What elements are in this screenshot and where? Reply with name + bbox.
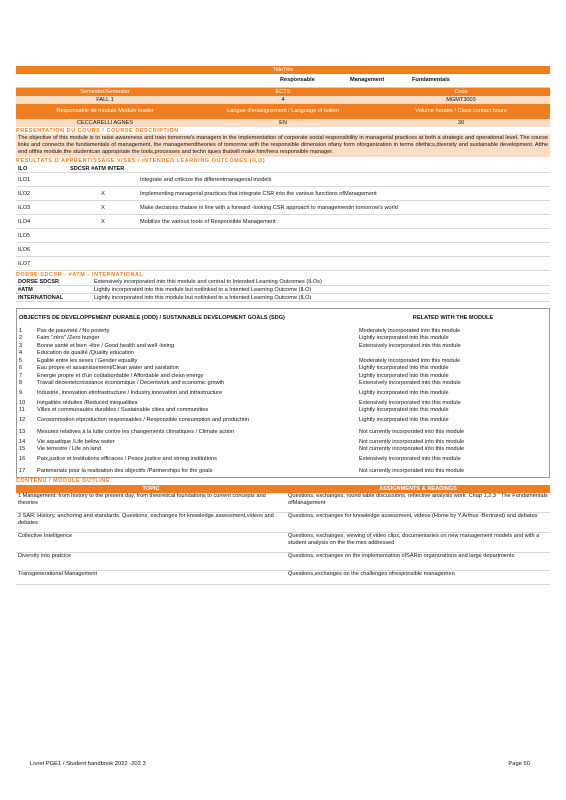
sdg-relation: Lightly incorporated into this module: [359, 407, 449, 414]
ilo-table: [16, 173, 550, 271]
ilo-id: ILO4: [18, 218, 31, 225]
ilo-id: ILO2: [18, 190, 31, 197]
presentation-text: The objective of this module is to raise awareness and train tomorrow's managers in the implementation of corporate social responsibility in managerial practices at both a strategic and operational level. The course links and connects the fundamentals of management, the managementtheories of tomorrow with the responsible dimension ofany form oforganization in terms ofethics,diversity and sustainable development. Atthe end ofthis module,the studentcan appropriate the tools,processes and techn iques thatwill make him/hera responsible manager.: [18, 135, 548, 156]
sdg-heading-left: OBJECTIFS DE DEVELOPPEMENT DURABLE (ODD) / SUSTAINABLE DEVELOPMENT GOALS (SDG): [19, 315, 285, 322]
title-bar-text: TitleTitle: [272, 67, 294, 73]
sdg-rows: [17, 327, 549, 477]
ilo-text: [138, 243, 550, 256]
dorse-row: [16, 286, 550, 294]
sdg-number: 10: [19, 399, 26, 406]
content-assignment: Questions, exchanges on the implementation ofSARin organizations and large departments: [288, 552, 515, 559]
sdg-relation: Moderately incorporated into this module: [359, 327, 461, 334]
dorse-row: [16, 278, 550, 286]
ilo-id: ILO7: [18, 260, 31, 267]
content-row: [16, 513, 550, 533]
sdg-label: Vie aquatique /Life below water: [37, 438, 115, 445]
presentation-heading: PRESENTATION DU COURS / COURSE DESCRIPTION: [16, 128, 179, 134]
ilo-row: [16, 173, 550, 187]
volume-value: 30: [457, 120, 465, 126]
sdg-row: [17, 342, 549, 350]
volume-label: Volume horaire / Class contact hours: [415, 108, 507, 115]
dorse-name: INTERNATIONAL: [18, 295, 64, 302]
content-assignment: Questions, exchanges, round table discussions, reflective analysis work. Chap 1,2,3 " The Fundamentals ofManagement: [288, 492, 548, 506]
content-col-assign: ASSIGNMENTS & READINGS: [379, 485, 457, 492]
sdg-number: 8: [19, 380, 23, 387]
sdg-label: Villes et communautés durables / Sustainable cities and communities: [37, 407, 209, 414]
sdg-label: Eau propre et assainissement/Clean water and sanitation: [37, 365, 179, 372]
sdg-row: [17, 357, 549, 365]
content-heading: CONTENU / MODULE OUTLINE: [16, 478, 111, 485]
content-topic: 1 Management: from history to the present day, from theoretical foundations to current concepts and theories: [18, 492, 266, 506]
sdg-label: Bonne santé et bien -être / Good health and well -being: [37, 342, 175, 349]
sdg-relation: Not currently incorporated into this module: [359, 468, 465, 475]
ilo-mark: X: [101, 204, 105, 211]
content-table: [16, 493, 550, 585]
course-sheet: [16, 66, 550, 585]
sdg-row: [17, 335, 549, 343]
ilo-mark: [68, 173, 138, 186]
ilo-row: [16, 243, 550, 257]
sdg-relation: Lightly incorporated into this module: [359, 372, 449, 379]
leader-label: Responsable de module Module leader: [56, 108, 154, 115]
sdg-row: [17, 380, 549, 388]
content-topic: Transgenerational Management: [18, 570, 98, 577]
course-title-part-3: Fundamentals: [412, 77, 450, 84]
course-title: [16, 74, 550, 88]
sdg-label: Education de qualité /Quality education: [37, 350, 135, 357]
sdg-row: [17, 438, 549, 446]
footer-page-number: Page 50: [508, 761, 530, 767]
course-title-part-2: Management: [350, 77, 385, 84]
sdg-row: [17, 446, 549, 454]
leader-header-row: [16, 104, 550, 119]
sdg-relation: Extensively incorporated into this module: [359, 456, 461, 463]
ilo-col-ilo: ILO: [18, 165, 28, 172]
sdg-label: Energie propre et d'un coûtabordable / Affordable and clean energy: [37, 372, 204, 379]
sdg-table: [16, 308, 550, 478]
code-label: Code: [454, 89, 468, 95]
sdg-row: [17, 372, 549, 380]
sdg-label: Mesures relatives à la lutte contre les changements climatiques / Climate action: [37, 429, 235, 436]
dorse-text: Lightly incorporated into this module but notlinked to a Intented Learning Outcome (ILO): [94, 295, 312, 302]
dorse-heading: DORSE SDCSR - #ATM - INTERNATIONAL: [16, 271, 144, 278]
sdg-number: 17: [19, 468, 26, 475]
sdg-number: 4: [19, 350, 23, 357]
ilo-text: [138, 257, 550, 270]
dorse-name: #ATM: [18, 287, 33, 294]
content-row: [16, 553, 550, 571]
sdg-label: Vie terrestre / Life on land: [37, 446, 101, 453]
title-bar: [16, 66, 550, 74]
sdg-number: 6: [19, 365, 23, 372]
content-assignment: Questions, exchanges, viewing of video clips, documentaries on new management models and with a student analysis on the the mes addressed: [288, 532, 540, 546]
content-row: [16, 533, 550, 553]
dorse-row: [16, 294, 550, 302]
sdg-label: Faim "zéro" /Zero hunger: [37, 335, 100, 342]
sdg-row: [17, 365, 549, 373]
sdg-relation: Not currently incorporated into this module: [359, 429, 465, 436]
ilo-mark: X: [101, 218, 105, 225]
sdg-number: 5: [19, 357, 23, 364]
ilo-header-row: [16, 165, 550, 173]
sdg-number: 9: [19, 390, 23, 397]
ilo-row: [16, 187, 550, 201]
ilo-text: Make decisions thatare in line with a forward -looking CSR approach to managementin tomorrow's world: [140, 204, 398, 211]
sdg-relation: Extensively incorporated into this module: [359, 380, 461, 387]
sdg-number: 3: [19, 342, 23, 349]
semester-value-row: [16, 96, 550, 104]
ilo-text: Integrate and criticize the differentmanagerial models: [140, 176, 272, 183]
sdg-label: Paix,justice et institutions efficaces / Peace,justice and strong institutions: [37, 456, 217, 463]
sdg-row: [17, 350, 549, 358]
ilo-mark: [68, 257, 138, 270]
sdg-relation: Lightly incorporated into this module: [359, 365, 449, 372]
leader-value-row: [16, 119, 550, 127]
sdg-number: 16: [19, 456, 26, 463]
content-assignment: Questions,exchanges on the challenges ofresponsible managemen: [288, 570, 455, 577]
ilo-row: [16, 257, 550, 271]
sdg-row: [17, 399, 549, 407]
sdg-row: [17, 387, 549, 399]
leader-value: CECCARELLI AGNES: [77, 120, 133, 126]
sdg-relation: Lightly incorporated into this module: [359, 417, 449, 424]
language-value: EN: [279, 120, 287, 126]
ilo-text: Implementing managerial practices that integrate CSR into the various functions ofManagement: [140, 190, 377, 197]
language-label: Langue d'enseignement / Language of tuition: [227, 108, 339, 115]
sdg-number: 13: [19, 429, 26, 436]
semester-header-row: [16, 88, 550, 96]
ilo-row: [16, 229, 550, 243]
sdg-heading-right: RELATED WITH THE MODULE: [412, 315, 494, 322]
ilo-id: ILO5: [18, 232, 31, 239]
content-topic: Collective Intelligence: [18, 532, 73, 539]
sdg-number: 15: [19, 446, 26, 453]
sdg-label: Industrie, innovation etinfrastructure / Industry,innovation and infrastructure: [37, 390, 223, 397]
ilo-row: [16, 201, 550, 215]
sdg-relation: Lightly incorporated into this module: [359, 390, 449, 397]
sdg-header-row: [17, 309, 549, 327]
dorse-table: [16, 278, 550, 302]
sdg-relation: Not currently incorporated into this module: [359, 446, 465, 453]
course-title-part-1: Responsable: [280, 77, 315, 84]
ilo-col-mark: SDCSR #ATM INTER: [70, 165, 125, 172]
sdg-label: Travail décentetcroissance économique / Decentwork and economic growth: [37, 380, 225, 387]
sdg-row: [17, 327, 549, 335]
ects-label: ECTS: [275, 89, 291, 95]
sdg-label: Egalité entre les sexes / Gender equality: [37, 357, 138, 364]
semester-label: Semestre/Semester: [80, 89, 130, 95]
content-topic: Diversity into pratcice: [18, 552, 72, 559]
sdg-relation: Moderately incorporated into this module: [359, 357, 461, 364]
sdg-label: Partenariats pour la realisation des objectifs /Partnerships for the goals: [37, 468, 213, 475]
sdg-row: [17, 453, 549, 465]
footer-handbook: Livret PGE1 / Student handbook 2022 -202 3: [30, 761, 146, 767]
content-col-topic: TOPIC: [142, 485, 160, 492]
sdg-relation: Not currently incorporated into this module: [359, 438, 465, 445]
content-row: [16, 571, 550, 585]
sdg-number: 11: [19, 407, 25, 414]
ilo-mark: [68, 243, 138, 256]
page-footer: [30, 761, 530, 768]
ilo-text: [138, 229, 550, 242]
ilo-mark: X: [101, 190, 105, 197]
code-value: MGMT3003: [446, 97, 476, 103]
dorse-text: Lightly incorporated into this module but notlinked to a Intented Learning Outcome (ILO): [94, 287, 312, 294]
sdg-row: [17, 407, 549, 415]
sdg-number: 2: [19, 335, 23, 342]
content-row: [16, 493, 550, 513]
sdg-number: 12: [19, 417, 26, 424]
content-topic: 2 SAR: History, anchoring and standards. Questions, exchanges for knowledge assessment,videos and debates: [18, 512, 274, 526]
ilo-row: [16, 215, 550, 229]
sdg-relation: Extensively incorporated into this module: [359, 342, 461, 349]
ilo-heading: RESULTATS D'APPRENTISSAGE VISES / INTENDED LEARNING OUTCOMES (ILO): [16, 158, 266, 165]
sdg-label: Pas de pauvreté / No poverty: [37, 327, 110, 334]
content-header-row: [16, 485, 550, 493]
dorse-text: Extensively incorporated into this module and central to Intended Learning Outcomes (ILOs): [94, 279, 322, 286]
ilo-id: ILO1: [18, 176, 31, 183]
ilo-id: ILO6: [18, 246, 31, 253]
content-assignment: Questions, exchanges for knowledge assessment, videos (Home by Y.Arthus -Bertrand) and debates: [288, 512, 538, 519]
sdg-number: 1: [19, 327, 23, 334]
sdg-row: [17, 465, 549, 477]
sdg-relation: Extensively incorporated into this module: [359, 399, 461, 406]
sdg-relation: Lightly incorporated into this module: [359, 335, 449, 342]
semester-value: FALL 1: [96, 97, 114, 103]
sdg-row: [17, 426, 549, 438]
sdg-label: Inégalités réduites /Reduced inequalities: [37, 399, 138, 406]
ilo-text: Mobilize the various tools of Responsible Management: [140, 218, 276, 225]
sdg-row: [17, 414, 549, 426]
sdg-label: Consommation etproduction responsables / Responsible consumption and production: [37, 417, 250, 424]
ilo-id: ILO3: [18, 204, 31, 211]
sdg-number: 14: [19, 438, 26, 445]
dorse-name: DORSE SDCSR: [18, 279, 60, 286]
ects-value: 4: [281, 97, 285, 103]
sdg-number: 7: [19, 372, 23, 379]
ilo-mark: [68, 229, 138, 242]
